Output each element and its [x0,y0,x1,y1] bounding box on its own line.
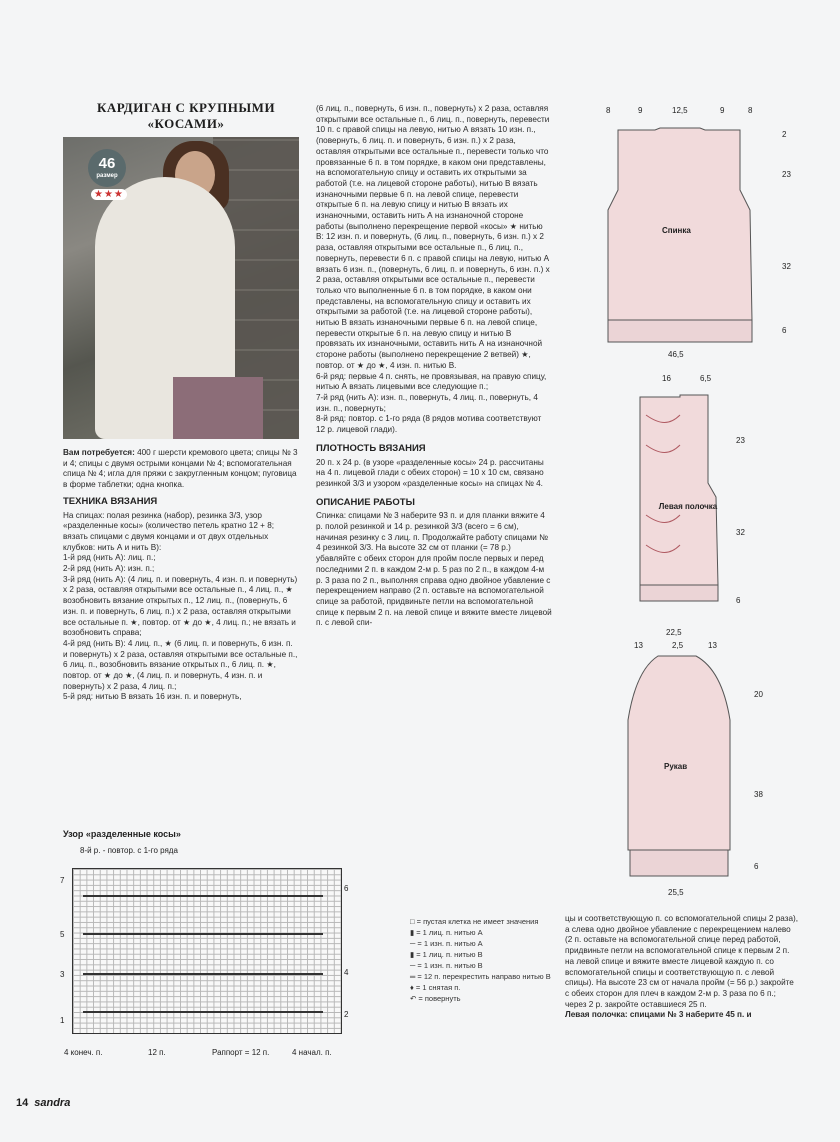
sleeve-top-3: 13 [708,641,717,650]
chart-legend [410,916,570,1004]
density-text: 20 п. х 24 р. (в узоре «разделенные косы» 24 р. рассчитаны на 4 п. лицевой глади с обеих сторон) = 10 х 10 см, связано резинкой 3/3 и узором «разделенные косы» на спицах № 4. [316,457,544,488]
work-heading: ОПИСАНИЕ РАБОТЫ [316,496,415,508]
article-title [66,100,306,132]
page-number: 14 [16,1097,29,1109]
back-bottom: 46,5 [668,350,684,359]
right-text: цы и соответствующую п. со вспомогательной спицы 2 раза), а слева одно двойное убавление с перекрещением налево (2 п. оставьте на вспомогательной спице перед работой, придвиньте петли на вспомогательной спице к первым 2 п. на левой спице и вяжите вместе лицевой каждую п. со вспомогательной спицы и соответствующую п. с левой спицы). На высоте 23 см от начала пройм (= 56 р.) закройте с обеих сторон для плеч в каждом 2-м р. 3 раза по 6 п.; через 2 р. закройте оставшиеся 25 п. [565,914,799,1009]
difficulty-stars: ★★★ [91,189,127,200]
legend-item: □ = пустая клетка не имеет значения [410,917,539,926]
legend-item: ♦ = 1 снятая п. [410,983,461,992]
right-text-last: Левая полочка: спицами № 3 наберите 45 п. и [565,1010,752,1020]
back-side-3: 32 [782,262,791,271]
chart-top-note: 8-й р. - повтор. с 1-го ряда [80,846,178,855]
sleeve-side-3: 6 [754,862,759,871]
materials-text: 400 г шерсти кремового цвета; спицы № 3 и 4; спицы с двумя острыми концами № 4; вспомогательная спица № 4; игла для пряжи с закругленным концом; пуговица в форме таблетки; одна кнопка. [63,448,298,490]
front-bottom: 22,5 [666,628,682,637]
page-footer [16,1097,70,1109]
sleeve-label: Рукав [664,762,688,771]
sleeve-top-2: 2,5 [672,641,684,650]
legend-item: ─ = 1 изн. п. нитью А [410,939,483,948]
legend-item: ▮ = 1 лиц. п. нитью В [410,950,483,959]
chart-right-2: 2 [344,1010,349,1019]
size-badge-label: размер [96,173,118,179]
back-top-2: 9 [638,106,643,115]
sleeve-side-1: 20 [754,690,763,699]
back-label: Спинка [662,226,691,235]
legend-item: ↶ = повернуть [410,994,461,1003]
legend-item: ─ = 1 изн. п. нитью В [410,961,483,970]
row-7: 7-й ряд (нить А): изн. п., повернуть, 4 лиц. п., повернуть, 4 изн. п., повернуть; [316,392,538,413]
chart-cross-row [83,973,323,975]
front-side-3: 6 [736,596,741,605]
chart-left-1: 1 [60,1016,65,1025]
front-side-1: 23 [736,436,745,445]
back-top-5: 8 [748,106,753,115]
row-1: 1-й ряд (нить А): лиц. п.; [63,553,156,563]
size-badge [88,149,126,187]
legend-item: ▮ = 1 лиц. п. нитью А [410,928,483,937]
middle-text: (6 лиц. п., повернуть, 6 изн. п., повернуть) х 2 раза, оставляя открытыми все остальные п., 6 лиц. п., повернуть, перевести 10 п. с правой спицы на левую, нитью А вязать 10 изн. п., (повернуть, 6 лиц. п. и повернуть, 6 изн. п.) х 2 раза, оставляя открытыми все остальные п., перевести только что провязанные 6 п. в том порядке, в каком они представлены, на вспомогательную спицу и оставить их открытыми за работой (т.е. на лицевой стороне работы), нитью В вязать изнаночными первые 6 п. на левой спице, перевести открытые 6 п. на левую спицу и нитью В вязать их изнаночными, оставить нить А на изнаночной стороне работы (выполнено перекрещение первой «косы» ★ нитью В: 12 изн. п. и повернуть, (6 лиц. п., повернуть, 6 изн. п.) х 2 раза, оставляя открытыми все остальные п., 6 лиц. п., повернуть, перевести 6 п. с правой спицы на левую, нитью А вязать 6 изн. п., (повернуть, 6 лиц. п. и повернуть, 6 изн. п.) х 2 раза, оставляя открытыми все остальные п., перевести только что выполненные 6 п. в том порядке, в каком они представлены, на вспомогательную спицу и оставить их открытыми за работой (т.е. на лицевой стороне работы), нитью В вязать изнаночными первые 6 п. на левой спице, перевести открытые 6 п. на левую спицу и нитью В провязать их изнаночными, оставить нить А на изнаночной стороне работы (выполнено перекрещение 2 ветвей) ★, повтор. от ★ до ★, 4 изн. п. нитью В. [316,104,550,370]
row-8: 8-й ряд: повтор. с 1-го ряда (8 рядов мотива соответствуют 12 р. лицевой глади). [316,414,542,435]
title-line-1: КАРДИГАН С КРУПНЫМИ [96,100,276,115]
row-2: 2-й ряд (нить А): изн. п.; [63,564,155,574]
chart-bottom-repeat: Раппорт = 12 п. [212,1048,270,1057]
cardigan-photo [63,137,299,439]
row-6: 6-й ряд: первые 4 п. снять, не провязывая, на правую спицу, нитью А вязать лицевыми все следующие п.; [316,371,547,392]
front-top-1: 16 [662,374,671,383]
back-side-1: 2 [782,130,787,139]
materials-label: Вам потребуется: [63,448,135,457]
front-label: Левая полочка [658,502,718,511]
front-side-2: 32 [736,528,745,537]
chart-cross-row [83,933,323,935]
back-side-2: 23 [782,170,791,179]
stitch-chart-grid [72,868,342,1034]
row-4: 4-й ряд (нить В): 4 лиц. п., ★ (6 лиц. п. и повернуть, 6 изн. п. и повернуть) х 2 раза, оставляя открытыми все остальные п., 6 лиц. п., возобновить вязание открытых п., 6 лиц. п. ★, повтор. от ★ до ★, (4 лиц. п. и повернуть, 4 изн. п. и повернуть) х 2 раза, 4 лиц. п.; [63,638,298,691]
model-skirt [173,377,263,439]
back-top-1: 8 [606,106,611,115]
row-3: 3-й ряд (нить А): (4 лиц. п. и повернуть, 4 изн. п. и повернуть) х 2 раза, оставляя открытыми все остальные п., 4 лиц. п., ★ возобновить вязание открытых п., 12 лиц. п., (повернуть, 6 изн. п. и повернуть, 6 лиц. п.) х 2 раза, оставляя открытыми все остальные п. ★, повтор. от ★ до ★, 4 лиц. п.; не вязать и возобновить справа; [63,574,298,638]
chart-bottom-start: 4 начал. п. [292,1048,332,1057]
technique-text: На спицах: полая резинка (набор), резинка 3/3, узор «разделенные косы» (количество петель кратно 12 + 8; вязать спицами с двумя концами и от двух отдельных клубков: нить А и нить В): [63,510,275,552]
chart-right-4: 4 [344,968,349,977]
right-column [565,914,799,1021]
sleeve-schematic [618,650,748,900]
row-5: 5-й ряд: нитью В вязать 16 изн. п. и повернуть, [63,692,242,702]
technique-heading: ТЕХНИКА ВЯЗАНИЯ [63,495,158,507]
chart-cross-row [83,1011,323,1013]
middle-column [316,104,552,629]
sleeve-bottom: 25,5 [668,888,684,897]
size-number: 46 [98,155,116,172]
title-line-2: «КОСАМИ» [147,116,225,131]
sleeve-side-2: 38 [754,790,763,799]
chart-cross-row [83,895,323,897]
chart-left-5: 5 [60,930,65,939]
work-text: Спинка: спицами № 3 наберите 93 п. и для планки вяжите 4 р. полой резинкой и 14 р. резинкой 3/3 (всего = 6 см), начиная резинку с 3 лиц. п. Продолжайте работу спицами № 4 резинкой 3/3. На высоте 32 см от планки (= 78 р.) убавляйте с обеих сторон для пройм после первых и перед последними 2 п. в каждом 2-м р. 5 раз по 2 п., в каждом 4-м р. 3 раза по 2 п., выполняя справа одно двойное убавление с перекрещением направо (2 п. оставьте на вспомогательной спице за работой, придвиньте петли на вспомогательной спице к первым 2 п. на левой спице и вяжите вместе лицевой п. с левой спи- [316,511,552,628]
left-column [63,448,299,703]
chart-left-3: 3 [60,970,65,979]
back-top-3: 12,5 [672,106,688,115]
legend-item: ═ = 12 п. перекрестить направо нитью В [410,972,551,981]
chart-bottom-end: 4 конеч. п. [64,1048,103,1057]
chart-right-6: 6 [344,884,349,893]
density-heading: ПЛОТНОСТЬ ВЯЗАНИЯ [316,442,426,454]
back-top-4: 9 [720,106,725,115]
back-side-4: 6 [782,326,787,335]
chart-bottom-12: 12 п. [148,1048,166,1057]
magazine-name: sandra [34,1097,71,1109]
chart-left-7: 7 [60,876,65,885]
chart-title: Узор «разделенные косы» [63,829,181,839]
front-top-2: 6,5 [700,374,712,383]
sleeve-top-1: 13 [634,641,643,650]
